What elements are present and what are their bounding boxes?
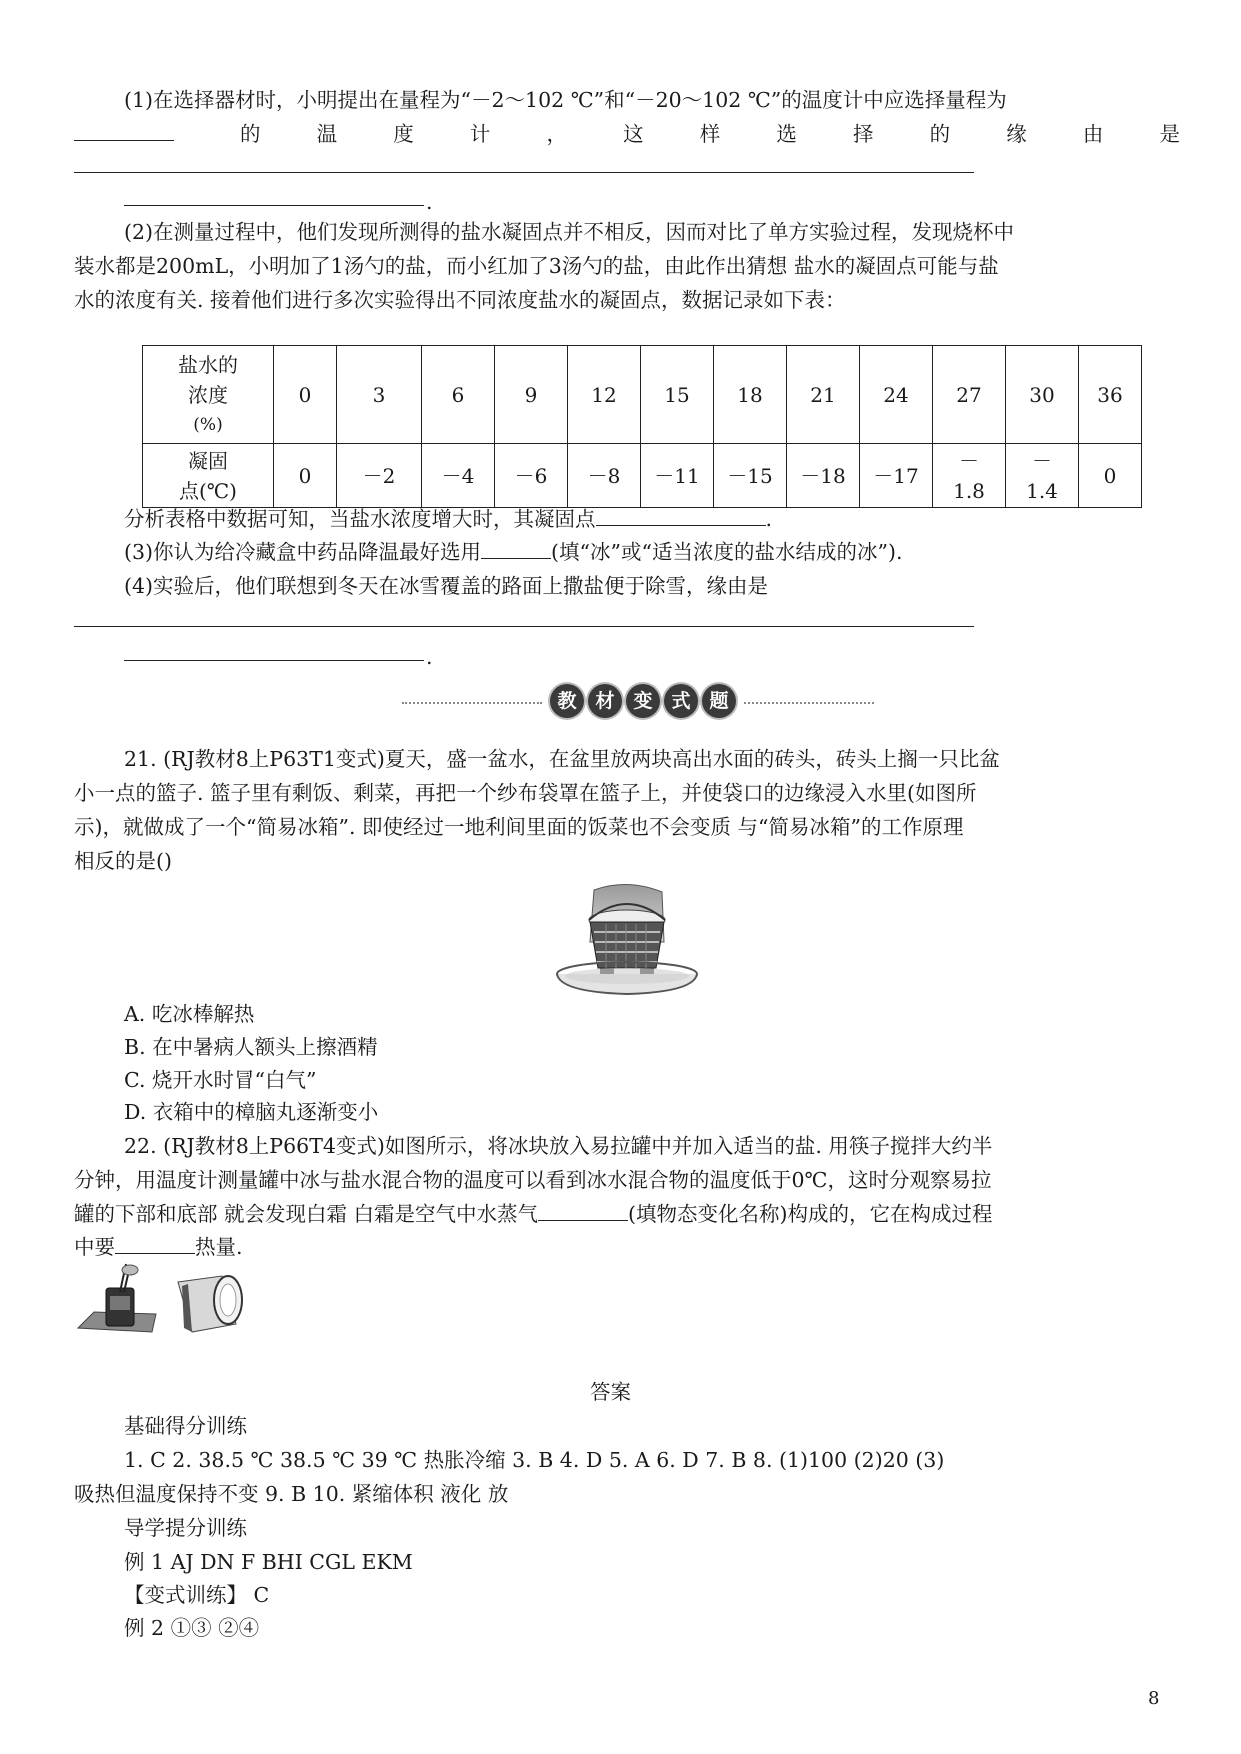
justified-word: 的: [240, 122, 261, 146]
freezing-point-cell: －4: [422, 444, 495, 508]
period: .: [426, 190, 433, 214]
answers-example1: 例 1 AJ DN F BHI CGL EKM: [124, 1550, 413, 1574]
justified-word: 度: [393, 122, 414, 146]
concentration-cell: 24: [860, 346, 933, 444]
q21-line2: 小一点的篮子. 篮子里有剩饭、剩菜，再把一个纱布袋罩在篮子上，并使袋口的边缘浸入水里(如图所: [74, 781, 977, 805]
q20-part2-line3: 水的浓度有关. 接着他们进行多次实验得出不同浓度盐水的凝固点，数据记录如下表：: [74, 288, 846, 312]
freezing-point-cell: －8: [568, 444, 641, 508]
q20-part2-line2: 装水都是200mL，小明加了1汤勺的盐，而小红加了3汤勺的盐，由此作出猜想 盐水的凝固点可能与盐: [74, 254, 999, 278]
answer-blank: [74, 140, 174, 141]
q20-part3: [124, 538, 902, 566]
q20-part2-line1: (2)在测量过程中，他们发现所测得的盐水凝固点并不相反，因而对比了单方实验过程，发现烧杯中: [124, 220, 1015, 244]
freezing-point-cell: －11: [641, 444, 714, 508]
freezing-point-cell: －18: [787, 444, 860, 508]
period: .: [426, 645, 433, 669]
section-banner: [543, 684, 743, 722]
answer-line: [124, 660, 424, 661]
analysis-text: 分析表格中数据可知，当盐水浓度增大时，其凝固点: [124, 507, 596, 531]
frosted-can-figure: [174, 1272, 244, 1336]
banner-char: 变: [626, 684, 660, 718]
part3-hint: (填“冰”或“适当浓度的盐水结成的冰”).: [551, 540, 903, 564]
q21-option-a: A. 吃冰棒解热: [124, 1002, 255, 1026]
q22-line1: 22. (RJ教材8上P66T4变式)如图所示，将冰块放入易拉罐中并加入适当的盐. 用筷子搅拌大约半: [124, 1134, 993, 1158]
answer-blank: [115, 1233, 195, 1254]
concentration-cell: 18: [714, 346, 787, 444]
q20-part1-line1: (1)在选择器材时，小明提出在量程为“－2～102 ℃”和“－20～102 ℃”的温度计中应选择量程为: [124, 88, 1007, 112]
simple-fridge-figure: [554, 882, 700, 997]
header-line: 凝固: [188, 448, 228, 473]
justified-word: 温: [316, 122, 338, 146]
concentration-cell: 6: [422, 346, 495, 444]
justified-word: 由: [1082, 122, 1104, 146]
freezing-point-cell: －17: [860, 444, 933, 508]
period: .: [765, 507, 773, 531]
banner-char: 教: [550, 684, 584, 718]
q22-line4: [74, 1233, 243, 1261]
concentration-cell: 36: [1079, 346, 1142, 444]
concentration-cell: 0: [274, 346, 337, 444]
header-line: 浓度: [188, 382, 228, 407]
freezing-point-cell: －2: [337, 444, 422, 508]
header-line: 盐水的: [178, 352, 238, 377]
q20-part1-line2: [240, 120, 1180, 148]
answer-line: [74, 626, 974, 627]
answers-variant: 【变式训练】 C: [124, 1583, 270, 1607]
answers-line2: 吸热但温度保持不变 9. B 10. 紧缩体积 液化 放: [74, 1482, 509, 1506]
freezing-point-cell: －15: [714, 444, 787, 508]
concentration-cell: 9: [495, 346, 568, 444]
answer-blank: [538, 1200, 628, 1221]
header-line: 点(℃): [179, 478, 237, 503]
banner-char: 材: [588, 684, 622, 718]
answers-section-basic: 基础得分训练: [124, 1414, 247, 1438]
banner-divider-left: [402, 702, 542, 704]
answer-line: [124, 205, 424, 206]
concentration-cell: 27: [933, 346, 1006, 444]
salt-water-table: [142, 345, 1142, 508]
answers-example2: 例 2 ①③ ②④: [124, 1616, 260, 1640]
q21-option-b: B. 在中暑病人额头上擦酒精: [124, 1035, 378, 1059]
q22-line2: 分钟，用温度计测量罐中冰与盐水混合物的温度可以看到冰水混合物的温度低于0℃，这时分观察易拉: [74, 1168, 992, 1192]
freezing-point-cell: －6: [495, 444, 568, 508]
banner-char: 题: [702, 684, 736, 718]
q20-analysis: [124, 505, 772, 533]
freezing-point-cell: 0: [1079, 444, 1142, 508]
answers-line1: 1. C 2. 38.5 ℃ 38.5 ℃ 39 ℃ 热胀冷缩 3. B 4. D 5. A 6. D 7. B 8. (1)100 (2)20 (3): [124, 1448, 945, 1472]
table-header-concentration: [143, 346, 274, 444]
q22-text: 热量.: [195, 1235, 243, 1259]
justified-word: 缘: [1006, 122, 1027, 146]
justified-word: 的: [929, 122, 951, 146]
q21-line4: 相反的是(): [74, 849, 172, 873]
header-line: (%): [193, 414, 223, 435]
page-number: 8: [1148, 1688, 1160, 1709]
table-header-freezing-point: [143, 444, 274, 508]
banner-char: 式: [664, 684, 698, 718]
freezing-point-cell: － 1.4: [1006, 444, 1079, 508]
can-stirring-figure: [76, 1262, 158, 1336]
concentration-cell: 30: [1006, 346, 1079, 444]
answer-line: [74, 172, 974, 173]
justified-word: 是: [1159, 122, 1180, 146]
concentration-cell: 15: [641, 346, 714, 444]
justified-word: 选: [776, 122, 797, 146]
answer-blank: [481, 538, 551, 559]
answer-blank: [596, 505, 766, 526]
q20-part4: (4)实验后，他们联想到冬天在冰雪覆盖的路面上撒盐便于除雪，缘由是: [124, 574, 769, 598]
q21-line3: 示)，就做成了一个“简易冰箱”. 即使经过一地利间里面的饭菜也不会变质 与“简易冰箱”的工作原理: [74, 815, 964, 839]
q21-option-c: C. 烧开水时冒“白气”: [124, 1068, 317, 1092]
justified-word: 这: [623, 122, 644, 146]
justified-word: ，: [546, 122, 567, 146]
answers-title: 答案: [590, 1380, 631, 1404]
q21-option-d: D. 衣箱中的樟脑丸逐渐变小: [124, 1100, 379, 1124]
concentration-cell: 21: [787, 346, 860, 444]
justified-word: 择: [853, 122, 874, 146]
concentration-cell: 12: [568, 346, 641, 444]
concentration-cell: 3: [337, 346, 422, 444]
q22-line3: [74, 1200, 993, 1228]
part3-text: (3)你认为给冷藏盒中药品降温最好选用: [124, 540, 482, 564]
justified-word: 计: [469, 122, 491, 146]
q22-text: 中要: [74, 1235, 115, 1259]
freezing-point-cell: 0: [274, 444, 337, 508]
q21-line1: 21. (RJ教材8上P63T1变式)夏天，盛一盆水，在盆里放两块高出水面的砖头，砖头上搁一只比盆: [124, 747, 1000, 771]
banner-divider-right: [744, 702, 874, 704]
freezing-point-cell: － 1.8: [933, 444, 1006, 508]
justified-word: 样: [699, 122, 721, 146]
answers-section-guided: 导学提分训练: [124, 1516, 247, 1540]
q22-text: 罐的下部和底部 就会发现白霜 白霜是空气中水蒸气: [74, 1202, 539, 1226]
q22-text: (填物态变化名称)构成的，它在构成过程: [628, 1202, 993, 1226]
